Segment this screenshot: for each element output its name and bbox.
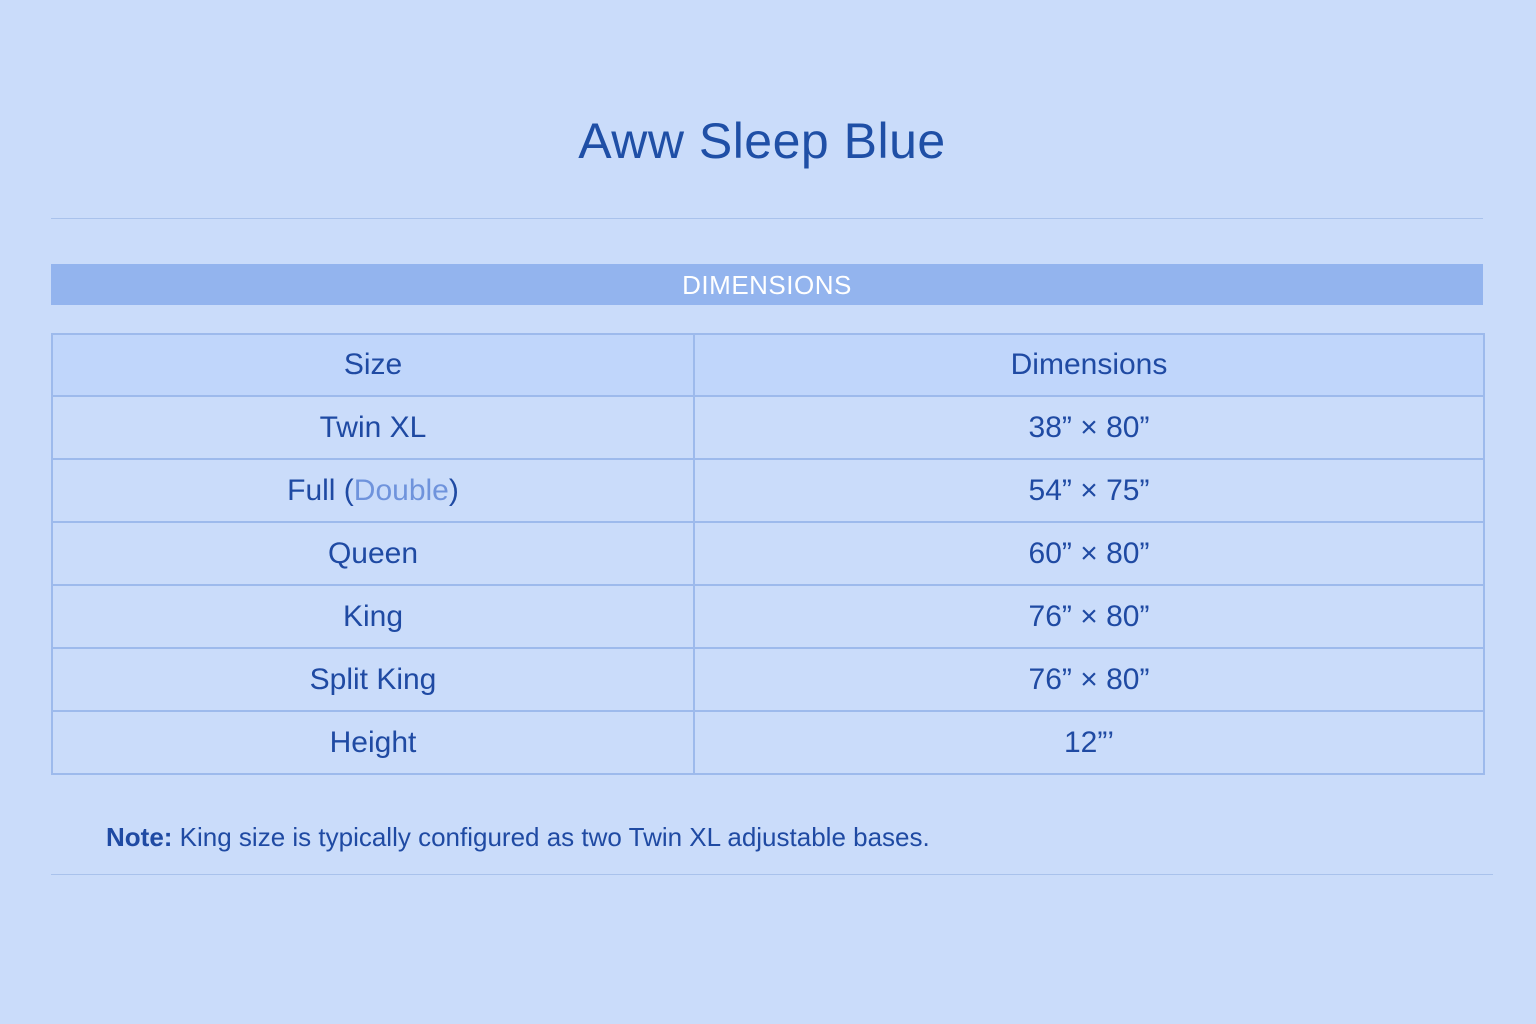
table-header-row [52, 334, 1484, 396]
size-cell: Queen [52, 522, 694, 585]
size-cell: Twin XL [52, 396, 694, 459]
size-accent-text: Double [353, 473, 449, 507]
dimensions-cell: 60” × 80” [694, 522, 1484, 585]
size-cell [52, 459, 694, 522]
dimensions-cell: 38” × 80” [694, 396, 1484, 459]
table-row [52, 648, 1484, 711]
size-text-suffix: ) [448, 473, 459, 507]
column-header-dimensions: Dimensions [694, 334, 1484, 396]
dimensions-cell: 76” × 80” [694, 648, 1484, 711]
table-row [52, 396, 1484, 459]
dimensions-table [51, 333, 1485, 775]
size-cell: King [52, 585, 694, 648]
size-cell: Split King [52, 648, 694, 711]
note-label: Note: [106, 822, 173, 852]
dimensions-cell: 76” × 80” [694, 585, 1484, 648]
divider-top [51, 218, 1483, 219]
dimensions-cell: 54” × 75” [694, 459, 1484, 522]
table-row [52, 522, 1484, 585]
note-text: King size is typically configured as two Twin XL adjustable bases. [172, 822, 930, 852]
column-header-size: Size [52, 334, 694, 396]
page-title: Aww Sleep Blue [578, 113, 946, 169]
section-heading-bar: DIMENSIONS [51, 264, 1483, 305]
table-row [52, 459, 1484, 522]
size-text: Full ( [287, 473, 354, 507]
footnote [106, 822, 930, 853]
table-row [52, 585, 1484, 648]
size-cell: Height [52, 711, 694, 774]
table-row [52, 711, 1484, 774]
divider-bottom [51, 874, 1493, 875]
dimensions-cell: 12”’ [694, 711, 1484, 774]
